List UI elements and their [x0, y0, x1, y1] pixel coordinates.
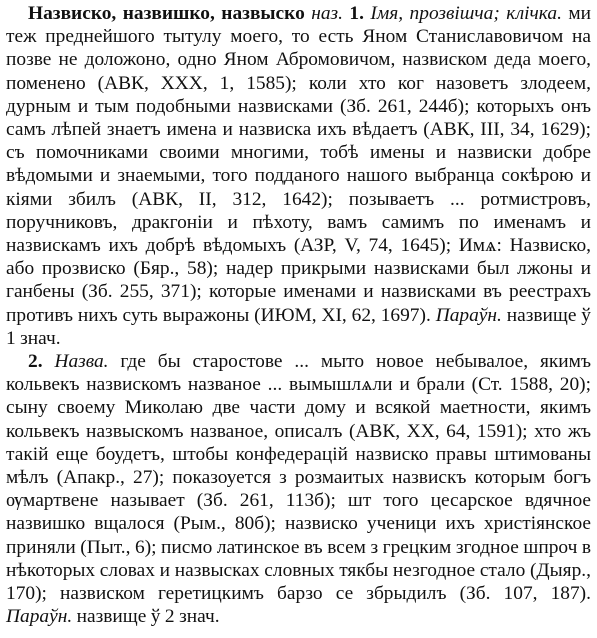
sense-2-compare-text: назвище ў 2 знач.	[76, 606, 220, 628]
sense-1-citations: ми теж преднейшого тытулу моего, то есть Яном Станиславовичом на позве не доложоно, одно Яном Абромовичом, назвиском деда моего, поменено (АВК, XXX, 1, 1585); коли хто ког назоветъ злодеем, дурным и тым подобными назвисками (Зб. 261, 244б); которыхъ онъ самъ лѣпей знаетъ имена и назвиска ихъ вѣдаетъ (АВК, III, 34, 1629); съ помочниками своими многими, тобѣ имены и назвиски добре вѣдомыми и знаемыми, того подданого нашого выбранца сокѣрою и кіями збилъ (АВК, II, 312, 1642); позываетъ ... ротмистровъ, поручниковъ, дракгоніи и пѣхоту, вамъ самимъ по именамъ и назвискамъ ихъ добрѣ вѣдомыхъ (АЗР, V, 74, 1645); Имѧ: Назвиско, або прозвиско (Бяр., 58); надер прикрыми назвисками был лжоны и ганбены (Зб. 255, 371); которые именами и назвисками въ реестрахъ противъ нихъ суть выражоны (ИЮМ, XI, 62, 1697).	[6, 3, 592, 326]
sense-1-compare-text: назвище ў 1 знач.	[6, 304, 592, 349]
sense-2-compare-label: Параўн.	[6, 606, 73, 628]
sense-2-gloss: Назва.	[54, 351, 109, 373]
entry-part-of-speech: наз.	[311, 3, 343, 24]
sense-1-number: 1.	[349, 3, 364, 24]
sense-1-compare-label: Параўн.	[435, 304, 502, 326]
sense-2-number: 2.	[28, 351, 43, 373]
sense-2-citations: где бы старостове ... мыто новое небывалое, якимъ кольвекъ назвискомъ названое ... вымышлѧли и брали (Ст. 1588, 20); сыну своему Миколаю две части дому и всякой маетности, якимъ кольвекъ назвыскомъ названое, описалъ (АВК, XX, 64, 1591); хто жъ такій еще боудетъ, штобы конфедерацій назвиско правы штимованы мѣлъ (Апакр., 27); показоуется з розмаитых назвискъ которым богъ ѹмартвене называет (Зб. 261, 113б); шт того цесарское вдячное назвишко вщалося (Рым., 80б); назвиско ученици ихъ христіянское приняли (Пыт., 6); писмо латинское въ всем з грецким згодное шпроч в нѣкоторых словах и назвысках словных тякбы незгодное стало (Дыяр., 170); назвиском геретицкимъ барзо се збрыдилъ (Зб. 107, 187).	[6, 351, 591, 605]
entry-headword: Назвиско, назвишко, назвыско	[28, 3, 305, 24]
dictionary-entry-sense-2	[6, 350, 591, 628]
sense-1-gloss: Імя, прозвішча; клічка.	[370, 3, 562, 24]
dictionary-entry-sense-1	[6, 2, 591, 350]
